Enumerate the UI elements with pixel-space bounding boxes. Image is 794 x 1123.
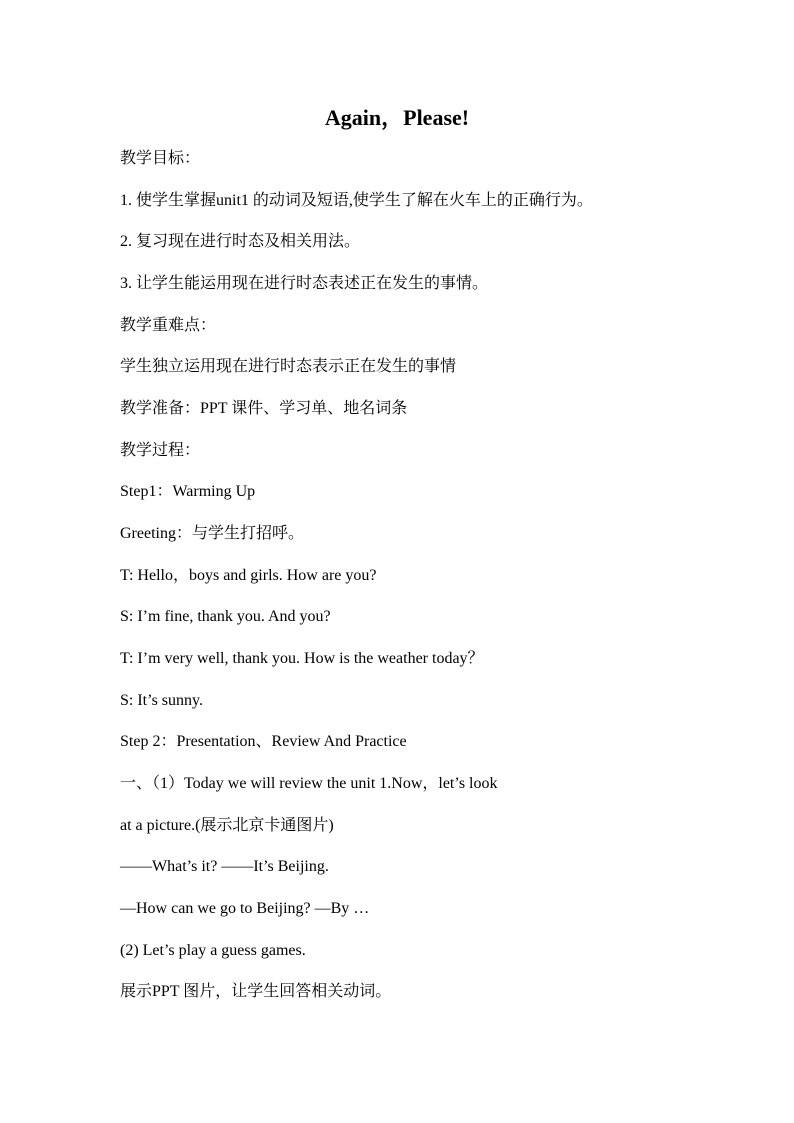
key-points-text: 学生独立运用现在进行时态表示正在发生的事情: [120, 358, 457, 375]
objective-3: 3. 让学生能运用现在进行时态表述正在发生的事情。: [120, 275, 489, 292]
review-line: 一、（1）Today we will review the unit 1.Now，let’s look: [120, 775, 498, 792]
key-points-heading: 教学重难点：: [120, 317, 217, 334]
review-line: at a picture.(展示北京卡通图片): [120, 817, 334, 834]
objective-2: 2. 复习现在进行时态及相关用法。: [120, 233, 361, 250]
greeting-line: Greeting：与学生打招呼。: [120, 525, 304, 542]
objective-1: 1. 使学生掌握unit1 的动词及短语,使学生了解在火车上的正确行为。: [120, 192, 593, 209]
dialogue-line: —How can we go to Beijing? —By …: [120, 900, 370, 917]
ppt-instruction-line: 展示PPT 图片，让学生回答相关动词。: [120, 983, 392, 1000]
document-title: Again，Please!: [324, 105, 470, 130]
step2-heading: Step 2：Presentation、Review And Practice: [120, 733, 407, 750]
dialogue-line: T: Hello，boys and girls. How are you?: [120, 567, 377, 584]
process-heading: 教学过程：: [120, 442, 201, 459]
objectives-heading: 教学目标：: [120, 150, 201, 167]
preparation-text: 教学准备：PPT 课件、学习单、地名词条: [120, 400, 408, 417]
dialogue-line: S: I’m fine, thank you. And you?: [120, 608, 331, 625]
guess-game-line: (2) Let’s play a guess games.: [120, 942, 306, 959]
dialogue-line: T: I’m very well, thank you. How is the weather today？: [120, 650, 484, 667]
dialogue-line: S: It’s sunny.: [120, 692, 203, 709]
dialogue-line: ——What’s it? ——It’s Beijing.: [120, 858, 329, 875]
step1-heading: Step1：Warming Up: [120, 483, 256, 500]
